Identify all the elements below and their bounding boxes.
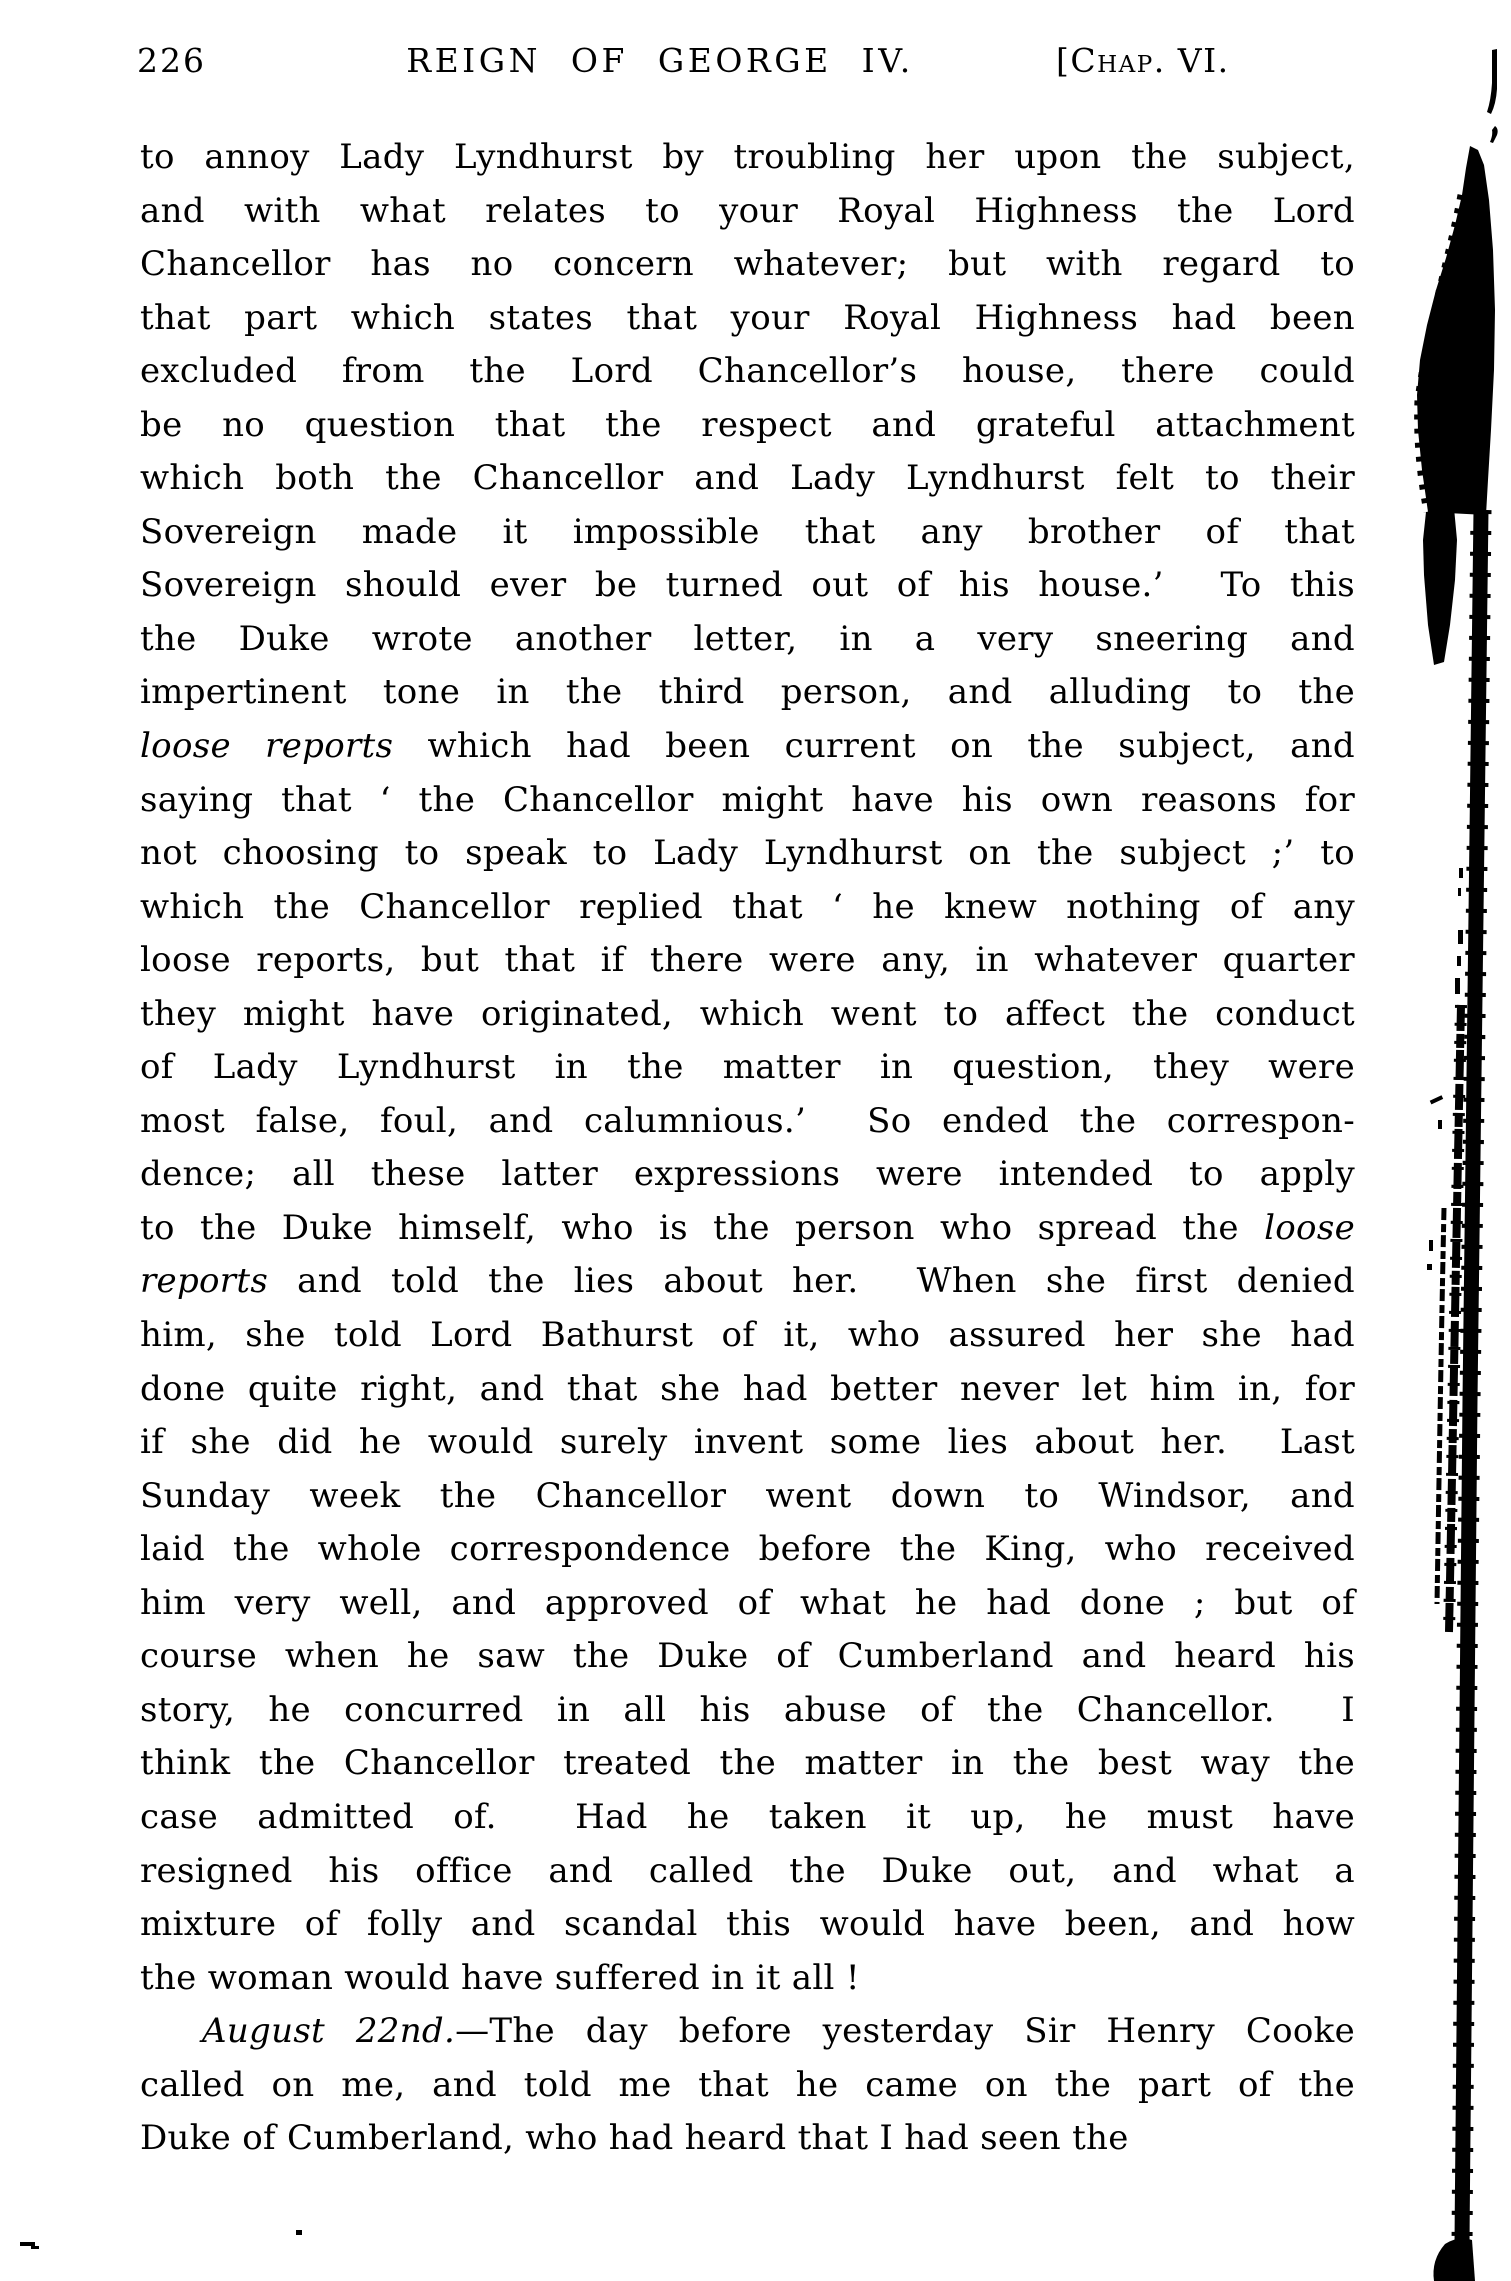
- body-text: Sunday week the Chancellor went down to Windsor, and: [140, 1475, 1355, 1516]
- body-text: Sovereign should ever be turned out of his house.’ To this: [140, 565, 1355, 606]
- text-line: [140, 1255, 1355, 1309]
- body-text: excluded from the Lord Chancellor’s house, there could: [140, 351, 1355, 392]
- body-text: him very well, and approved of what he had done ; but of: [140, 1582, 1355, 1623]
- text-line: [140, 506, 1355, 560]
- body-text: if she did he would surely invent some lies about her. Last: [140, 1422, 1355, 1463]
- text-line: [140, 613, 1355, 667]
- text-line: [140, 666, 1355, 720]
- text-line: [140, 292, 1355, 346]
- body-text: which both the Chancellor and Lady Lyndhurst felt to their: [140, 458, 1355, 499]
- body-text: the Duke wrote another letter, in a very sneering and: [140, 618, 1355, 659]
- body-text: mixture of folly and scandal this would have been, and how: [140, 1904, 1355, 1945]
- chapter-reference: [Chap. VI.: [1056, 41, 1230, 80]
- text-line: [140, 1845, 1355, 1899]
- body-text: —The day before yesterday Sir Henry Cooke: [455, 2011, 1355, 2052]
- body-text: of Lady Lyndhurst in the matter in question, they were: [140, 1047, 1355, 1088]
- body-text: be no question that the respect and grateful attachment: [140, 404, 1355, 445]
- body-text: they might have originated, which went to affect the conduct: [140, 993, 1355, 1034]
- text-line: [140, 1148, 1355, 1202]
- body-text: the woman would have suffered in it all !: [140, 1957, 860, 1998]
- body-text: loose reports, but that if there were any, in whatever quarter: [140, 940, 1355, 981]
- text-line: [140, 345, 1355, 399]
- body-text: and with what relates to your Royal Highness the Lord: [140, 190, 1355, 231]
- text-line: [140, 934, 1355, 988]
- body-text: dence; all these latter expressions were intended to apply: [140, 1154, 1355, 1195]
- text-line: [140, 452, 1355, 506]
- body-text: Chancellor has no concern whatever; but with regard to: [140, 244, 1355, 285]
- body-text: case admitted of. Had he taken it up, he must have: [140, 1796, 1355, 1837]
- text-line: [140, 2059, 1355, 2113]
- body-text: to annoy Lady Lyndhurst by troubling her upon the subject,: [140, 137, 1355, 177]
- running-header: [0, 40, 1511, 82]
- body-text: resigned his office and called the Duke out, and what a: [140, 1850, 1355, 1891]
- text-line: [140, 1952, 1355, 2006]
- body-text: Sovereign made it impossible that any brother of that: [140, 511, 1355, 552]
- text-line: [140, 1684, 1355, 1738]
- text-line: [140, 399, 1355, 453]
- body-text: think the Chancellor treated the matter in the best way the: [140, 1743, 1355, 1784]
- text-line: [140, 1577, 1355, 1631]
- text-line: [140, 1041, 1355, 1095]
- text-line: [140, 238, 1355, 292]
- body-text: not choosing to speak to Lady Lyndhurst on the subject ;’ to: [140, 833, 1355, 874]
- text-line: [140, 774, 1355, 828]
- body-text: him, she told Lord Bathurst of it, who assured her she had: [140, 1315, 1355, 1356]
- text-line: [140, 131, 1355, 185]
- text-line: [140, 1737, 1355, 1791]
- text-line: [140, 1898, 1355, 1952]
- page-body: [140, 131, 1355, 2166]
- text-line: [140, 1470, 1355, 1524]
- text-line: [140, 1630, 1355, 1684]
- text-line: [140, 185, 1355, 239]
- text-line: [140, 2005, 1355, 2059]
- body-text: most false, foul, and calumnious.’ So ended the correspon-: [140, 1100, 1355, 1141]
- text-line: [140, 1309, 1355, 1363]
- text-line: [140, 988, 1355, 1042]
- body-text: which had been current on the subject, and: [393, 726, 1355, 767]
- text-line: [140, 720, 1355, 774]
- body-text: story, he concurred in all his abuse of the Chancellor. I: [140, 1689, 1355, 1730]
- body-text: course when he saw the Duke of Cumberland and heard his: [140, 1636, 1355, 1677]
- body-text: Duke of Cumberland, who had heard that I had seen the: [140, 2118, 1129, 2159]
- running-title: REIGN OF GEORGE IV.: [406, 41, 914, 80]
- body-text: saying that ‘ the Chancellor might have his own reasons for: [140, 779, 1355, 820]
- body-text: and told the lies about her. When she first denied: [268, 1261, 1355, 1302]
- text-line: [140, 1791, 1355, 1845]
- text-line: [140, 1095, 1355, 1149]
- italic-text: loose: [1264, 1207, 1355, 1248]
- page-number: 226: [137, 41, 206, 80]
- body-text: called on me, and told me that he came on the part of the: [140, 2064, 1355, 2105]
- text-line: [140, 1202, 1355, 1256]
- body-text: laid the whole correspondence before the King, who received: [140, 1529, 1355, 1570]
- body-text: which the Chancellor replied that ‘ he knew nothing of any: [140, 886, 1355, 927]
- body-text: done quite right, and that she had better never let him in, for: [140, 1368, 1355, 1409]
- body-text: impertinent tone in the third person, and alluding to the: [140, 672, 1355, 713]
- text-line: [140, 881, 1355, 935]
- italic-text: August 22nd.: [202, 2011, 456, 2052]
- text-line: [140, 2112, 1355, 2166]
- italic-text: reports: [140, 1261, 269, 1302]
- italic-text: loose reports: [140, 726, 394, 767]
- text-line: [140, 1416, 1355, 1470]
- text-line: [140, 1523, 1355, 1577]
- text-line: [140, 827, 1355, 881]
- body-text: that part which states that your Royal Highness had been: [140, 297, 1355, 338]
- text-line: [140, 559, 1355, 613]
- body-text: to the Duke himself, who is the person who spread the: [140, 1207, 1265, 1248]
- text-line: [140, 1363, 1355, 1417]
